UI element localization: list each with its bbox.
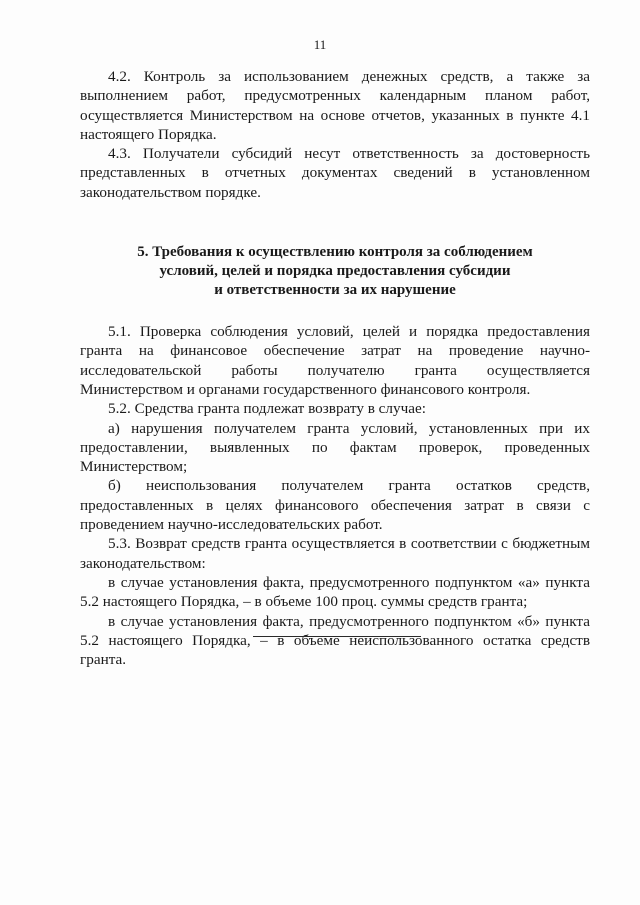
- page-number: 11: [313, 37, 327, 52]
- paragraph-5-3-case-1: в случае установления факта, предусмотренного подпунктом «а» пункта 5.2 настоящего Порядка, – в объеме 100 проц. суммы средств гранта;: [80, 573, 590, 611]
- paragraph-5-2-a: а) нарушения получателем гранта условий, установленных при их предоставлении, выявленных по фактам проверок, проведенных Министерством;: [80, 419, 590, 476]
- paragraph-5-1: 5.1. Проверка соблюдения условий, целей и порядка предоставления гранта на финансовое обеспечение затрат на проведение научно-исследовательской работы получателю гранта осуществляется Министерством и органами государственного финансового контроля.: [80, 323, 590, 398]
- section-5-heading-line-3: и ответственности за их нарушение: [214, 282, 456, 299]
- section-5-heading-line-1: 5. Требования к осуществлению контроля за соблюдением: [137, 244, 533, 261]
- paragraph-5-3: 5.3. Возврат средств гранта осуществляется в соответствии с бюджетным законодательством:: [80, 535, 590, 572]
- end-of-text-separator: [253, 636, 421, 637]
- paragraph-4-3: 4.3. Получатели субсидий несут ответственность за достоверность представленных в отчетных документах сведений в установленном законодательством порядке.: [80, 145, 590, 201]
- document-body: [80, 67, 590, 669]
- section-5-heading-line-2: условий, целей и порядка предоставления субсидии: [159, 263, 511, 280]
- paragraph-5-3-case-2: в случае установления факта, предусмотренного подпунктом «б» пункта 5.2 настоящего Порядка, – в объеме неиспользованного остатка средств гранта.: [80, 612, 590, 669]
- paragraph-4-2: 4.2. Контроль за использованием денежных средств, а также за выполнением работ, предусмотренных календарным планом работ, осуществляется Министерством на основе отчетов, указанных в пункте 4.1 настоящего Порядка.: [80, 68, 590, 143]
- paragraph-5-2-b: б) неиспользования получателем гранта остатков средств, предоставленных в целях финансового обеспечения затрат в связи с проведением научно-исследовательских работ.: [80, 477, 590, 534]
- section-5-heading: [80, 243, 590, 300]
- paragraph-5-2: 5.2. Средства гранта подлежат возврату в случае:: [108, 400, 426, 418]
